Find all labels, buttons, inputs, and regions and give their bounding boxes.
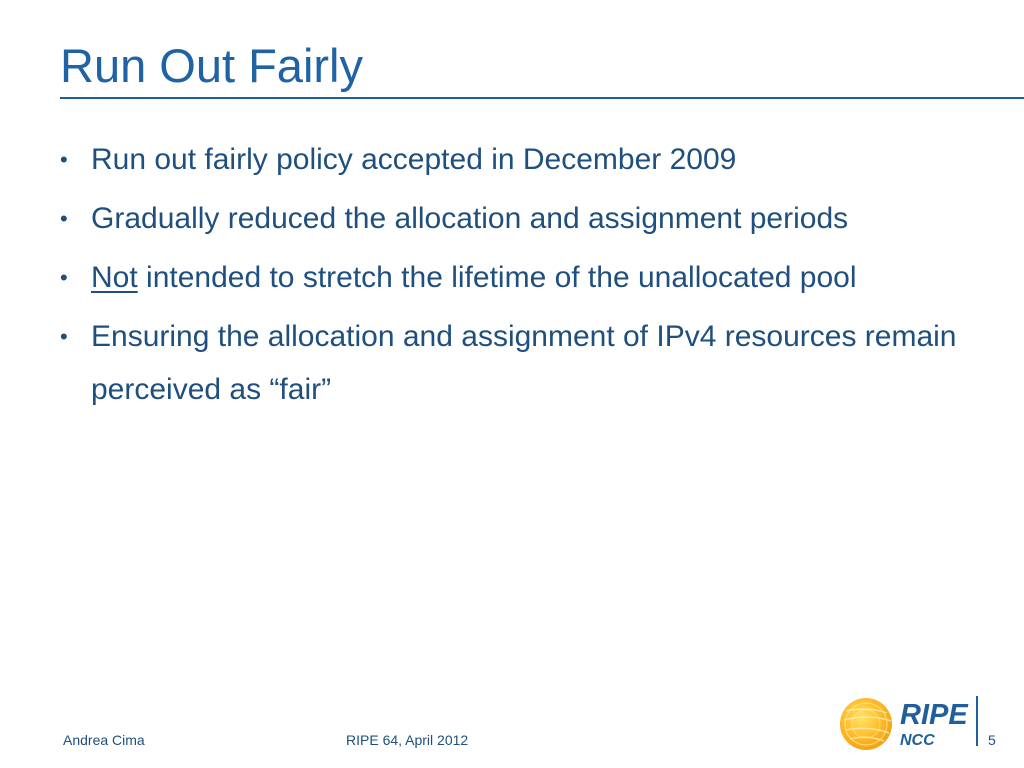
bullet-list	[60, 133, 960, 422]
page-number: 5	[988, 732, 996, 748]
bullet-marker: •	[60, 265, 68, 290]
title-divider	[60, 97, 1024, 99]
logo-ncc-text: NCC	[900, 732, 935, 749]
bullet-text: intended to stretch the lifetime of the unallocated pool	[137, 261, 857, 294]
slide-title: Run Out Fairly	[60, 39, 363, 92]
bullet-item-2	[60, 192, 960, 245]
logo-divider	[976, 696, 978, 746]
bullet-item-3	[60, 251, 960, 304]
bullet-item-4	[60, 310, 960, 416]
footer-event: RIPE 64, April 2012	[346, 732, 469, 748]
footer-author: Andrea Cima	[63, 732, 145, 748]
bullet-text: Gradually reduced the allocation and assignment periods	[91, 202, 849, 235]
underlined-not-text: Not	[91, 261, 138, 294]
bullet-marker: •	[60, 147, 68, 172]
bullet-text: Run out fairly policy accepted in December 2009	[91, 143, 737, 176]
bullet-marker: •	[60, 324, 68, 349]
bullet-item-1	[60, 133, 960, 186]
logo-ripe-text: RIPE	[900, 699, 968, 731]
sun-icon	[840, 698, 892, 750]
bullet-text: Ensuring the allocation and assignment of IPv4 resources remain perceived as “fair”	[91, 320, 957, 406]
bullet-marker: •	[60, 206, 68, 231]
ripe-ncc-logo	[838, 690, 978, 752]
